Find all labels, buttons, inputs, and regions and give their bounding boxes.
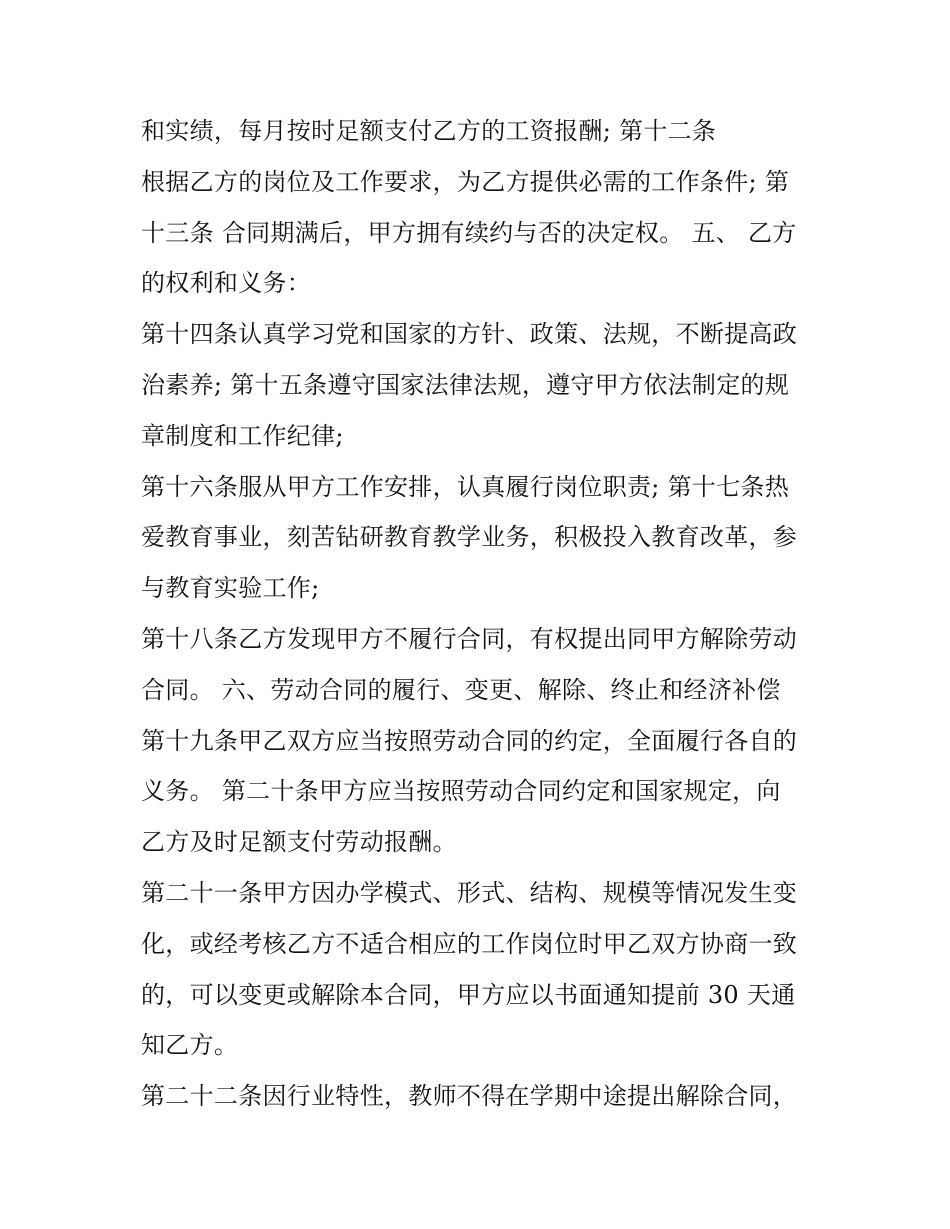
contract-body-text (141, 106, 831, 1122)
text-line: 治素养; 第十五条遵守国家法律法规，遵守甲方依法制定的规 (141, 370, 790, 399)
text-line: 第二十二条因行业特性，教师不得在学期中途提出解除合同， (141, 1082, 798, 1111)
text-line: 义务。 第二十条甲方应当按照劳动合同约定和国家规定，向 (141, 777, 781, 806)
text-line: 根据乙方的岗位及工作要求，为乙方提供必需的工作条件; 第 (141, 167, 790, 196)
text-line: 与教育实验工作; (141, 574, 320, 603)
text-line: 第十九条甲乙双方应当按照劳动合同的约定，全面履行各自的 (141, 726, 798, 755)
text-line: 章制度和工作纪律; (141, 421, 344, 450)
text-line: 合同。 六、劳动合同的履行、变更、解除、终止和经济补偿 (141, 675, 781, 704)
text-line: 第十六条服从甲方工作安排，认真履行岗位职责; 第十七条热 (141, 472, 790, 501)
text-line: 十三条 合同期满后，甲方拥有续约与否的决定权。 五、 乙方 (141, 218, 797, 247)
text-line: 爱教育事业，刻苦钻研教育教学业务，积极投入教育改革，参 (141, 523, 798, 552)
text-line: 第二十一条甲方因办学模式、形式、结构、规模等情况发生变 (141, 878, 798, 907)
text-line: 的权利和义务： (141, 269, 312, 298)
text-line: 第十八条乙方发现甲方不履行合同，有权提出同甲方解除劳动 (141, 624, 798, 653)
text-line: 乙方及时足额支付劳动报酬。 (141, 828, 457, 857)
text-line: 的，可以变更或解除本合同，甲方应以书面通知提前 30 天通 (141, 980, 796, 1009)
text-line: 知乙方。 (141, 1031, 239, 1060)
text-line: 化，或经考核乙方不适合相应的工作岗位时甲乙双方协商一致 (141, 929, 798, 958)
text-line: 第十四条认真学习党和国家的方针、政策、法规，不断提高政 (141, 320, 798, 349)
text-line: 和实绩，每月按时足额支付乙方的工资报酬; 第十二条 (141, 117, 717, 145)
